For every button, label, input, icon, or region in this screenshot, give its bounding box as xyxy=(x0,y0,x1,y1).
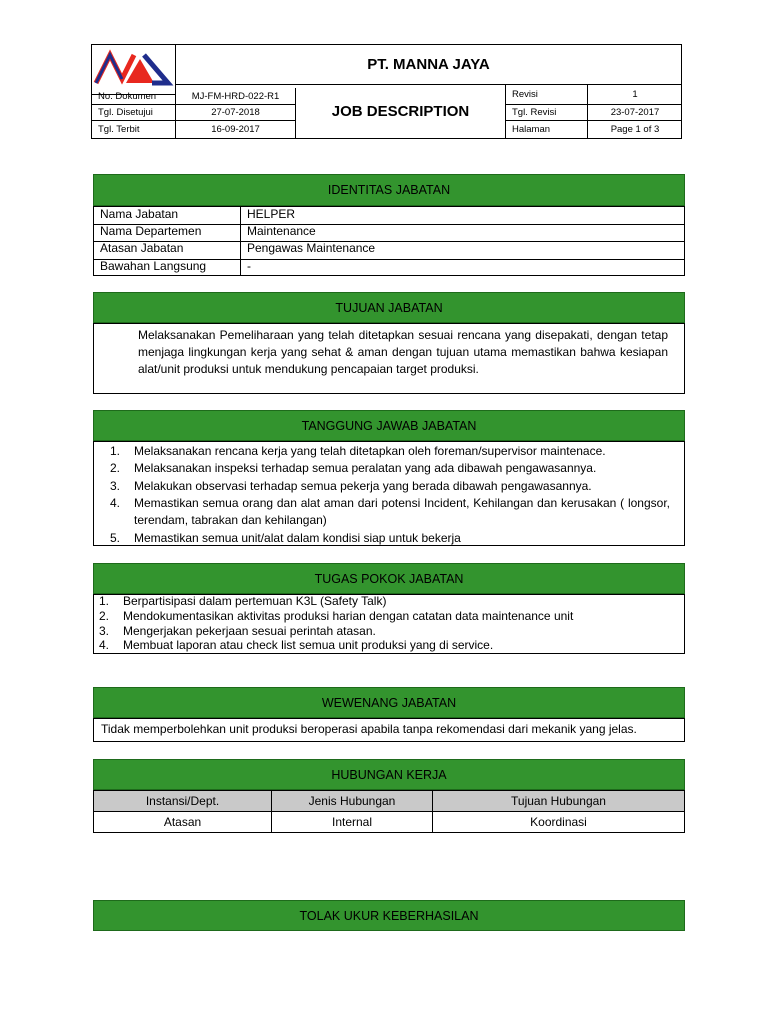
approved-date-value: 27-07-2018 xyxy=(176,105,296,121)
tujuan-text: Melaksanakan Pemeliharaan yang telah ditetapkan sesuai rencana yang disepakati, dengan tetap menjaga lingkungan kerja yang sehat & aman dengan tujuan utama memastikan bahwa kesiapan alat/unit produksi untuk mendukung pencapaian target produksi. xyxy=(138,328,668,376)
page-value: Page 1 of 3 xyxy=(610,124,660,135)
tanggung-jawab-title: TANGGUNG JAWAB JABATAN xyxy=(93,410,685,441)
document-header xyxy=(91,44,682,139)
tanggung-jawab-box: 1. Melaksanakan rencana kerja yang telah ditetapkan oleh foreman/supervisor maintenace. 2. Melaksanakan inspeksi terhadap semua peralatan yang ada dibawah pengawasannya. 3. Melakukan observasi terhadap semua pekerja yang berada dibawah pengawasannya. 4. Memastikan semua orang dan alat aman dari potensi Incident, Kehilangan dan kerusakan ( longsor, terendam, tabrakan dan kehilangan) 5. Memastikan semua unit/alat dalam kondisi siap untuk bekerja xyxy=(93,441,685,546)
revision-date-label: Tgl. Revisi xyxy=(506,105,588,121)
identitas-title: IDENTITAS JABATAN xyxy=(93,174,685,206)
wewenang-box xyxy=(93,718,685,742)
tugas-box: 1. Berpartisipasi dalam pertemuan K3L (Safety Talk) 2. Mendokumentasikan aktivitas produksi harian dengan catatan data maintenance unit 3. Mengerjakan pekerjaan sesuai perintah atasan. 4. Membuat laporan atau check list semua unit produksi yang di service. xyxy=(93,594,685,654)
revision-date-value: 23-07-2017 xyxy=(588,105,682,121)
identitas-row xyxy=(94,224,684,242)
hubungan-title: HUBUNGAN KERJA xyxy=(93,759,685,790)
approved-date-label: Tgl. Disetujui xyxy=(92,105,176,121)
identitas-label: Bawahan Langsung xyxy=(100,259,207,273)
hubungan-header: Jenis Hubungan xyxy=(272,791,433,812)
revision-label: Revisi xyxy=(506,85,588,105)
tolak-ukur-title: TOLAK UKUR KEBERHASILAN xyxy=(93,900,685,931)
identitas-value: HELPER xyxy=(247,207,296,221)
identitas-value: - xyxy=(247,259,251,273)
identitas-row xyxy=(94,259,684,276)
tugas-title: TUGAS POKOK JABATAN xyxy=(93,563,685,594)
doc-number-value: MJ-FM-HRD-022-R1 xyxy=(176,88,296,105)
tujuan-box xyxy=(93,323,685,394)
document-title: JOB DESCRIPTION xyxy=(296,85,506,138)
hubungan-cell: Atasan xyxy=(94,812,272,833)
hubungan-table xyxy=(93,790,685,833)
identitas-table xyxy=(93,206,685,276)
identitas-value: Pengawas Maintenance xyxy=(247,241,376,255)
wewenang-title: WEWENANG JABATAN xyxy=(93,687,685,718)
company-name: PT. MANNA JAYA xyxy=(176,45,681,85)
tujuan-title: TUJUAN JABATAN xyxy=(93,292,685,323)
issued-date-value: 16-09-2017 xyxy=(176,121,296,138)
identitas-label: Nama Departemen xyxy=(100,224,202,238)
wewenang-text: Tidak memperbolehkan unit produksi beroperasi apabila tanpa rekomendasi dari mekanik yang jelas. xyxy=(101,722,637,736)
page-label: Halaman xyxy=(506,121,588,138)
identitas-row xyxy=(94,207,684,225)
issued-date-label: Tgl. Terbit xyxy=(92,121,176,138)
table-row xyxy=(94,812,685,833)
identitas-row xyxy=(94,241,684,260)
hubungan-cell: Internal xyxy=(272,812,433,833)
hubungan-header: Tujuan Hubungan xyxy=(433,791,685,812)
hubungan-header: Instansi/Dept. xyxy=(94,791,272,812)
revision-value: 1 xyxy=(588,85,682,105)
identitas-value: Maintenance xyxy=(247,224,316,238)
hubungan-cell: Koordinasi xyxy=(433,812,685,833)
identitas-label: Atasan Jabatan xyxy=(100,241,184,255)
doc-number-label: No. Dokumen xyxy=(92,88,176,105)
identitas-label: Nama Jabatan xyxy=(100,207,179,221)
